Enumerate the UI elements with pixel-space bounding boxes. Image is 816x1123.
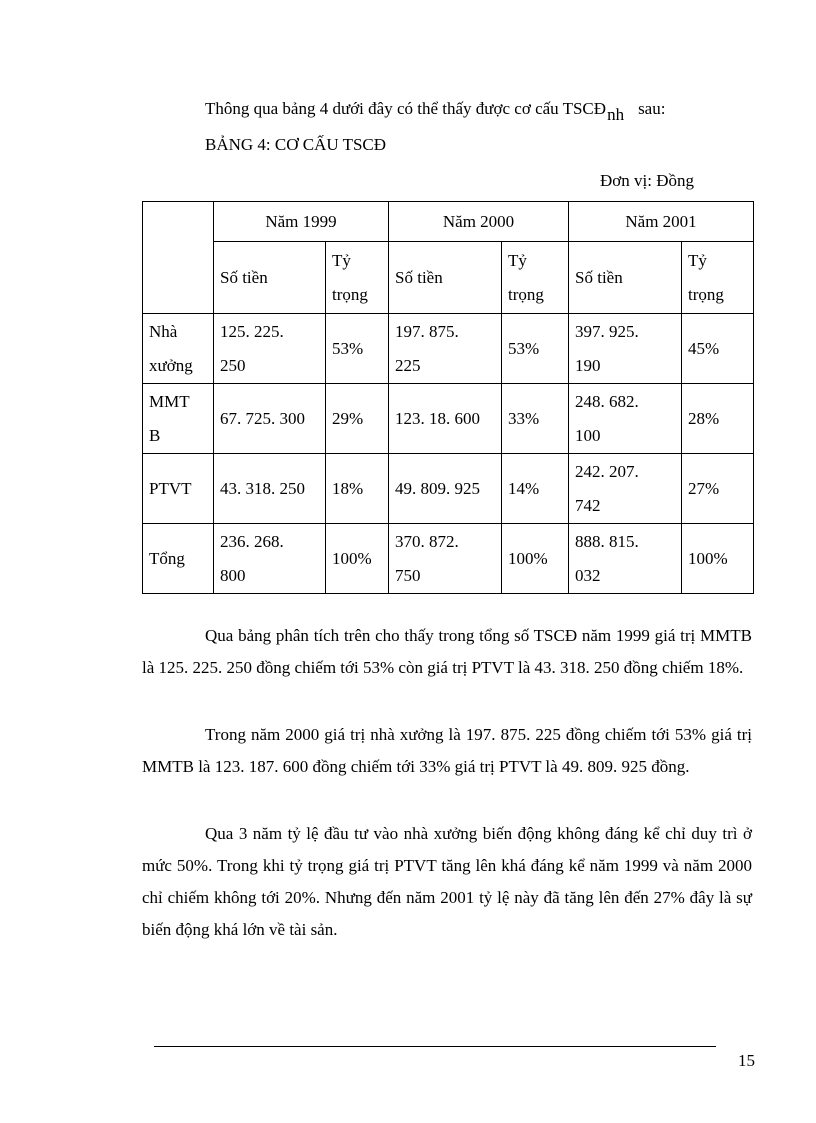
structure-table xyxy=(142,201,754,594)
table-row-total xyxy=(143,524,754,594)
row-label: Nhà xưởng xyxy=(143,314,214,384)
row-label: MMT B xyxy=(143,384,214,454)
table-header-years xyxy=(143,202,754,242)
paragraph: Qua 3 năm tỷ lệ đầu tư vào nhà xưởng biến động không đáng kể chỉ duy trì ở mức 50%. Trong khi tỷ trọng giá trị PTVT tăng lên khá đáng kể năm 1999 và năm 2000 chỉ chiếm không tới 20%. Nhưng đến năm 2001 tỷ lệ này đã tăng lên đến 27% đây là sự biến động khá lớn về tài sản. xyxy=(142,824,752,939)
amount-cell: 197. 875. 225 xyxy=(389,314,502,384)
year-header: Năm 2000 xyxy=(389,202,569,242)
page-number: 15 xyxy=(738,1051,755,1070)
amount-cell: 248. 682. 100 xyxy=(569,384,682,454)
intro-tail: sau: xyxy=(638,99,666,118)
share-cell: 100% xyxy=(502,524,569,594)
amount-cell: 236. 268. 800 xyxy=(214,524,326,594)
share-cell: 53% xyxy=(326,314,389,384)
table-header-sub xyxy=(143,242,754,314)
footer-rule xyxy=(154,1046,716,1047)
paragraph: Trong năm 2000 giá trị nhà xưởng là 197. 875. 225 đồng chiếm tới 53% giá trị MMTB là 123. 187. 600 đồng chiếm tới 33% giá trị PTVT là 49. 809. 925 đồng. xyxy=(142,725,752,776)
share-cell: 28% xyxy=(682,384,754,454)
share-cell: 27% xyxy=(682,454,754,524)
share-cell: 18% xyxy=(326,454,389,524)
amount-cell: 242. 207. 742 xyxy=(569,454,682,524)
amount-cell: 49. 809. 925 xyxy=(389,454,502,524)
share-cell: 29% xyxy=(326,384,389,454)
table-row xyxy=(143,454,754,524)
table-row xyxy=(143,384,754,454)
share-header: Tỷ trọng xyxy=(682,242,754,314)
intro-subscript: nh xyxy=(607,105,625,124)
share-header: Tỷ trọng xyxy=(502,242,569,314)
amount-header: Số tiền xyxy=(214,242,326,314)
amount-cell: 123. 18. 600 xyxy=(389,384,502,454)
corner-cell xyxy=(143,202,214,314)
amount-cell: 43. 318. 250 xyxy=(214,454,326,524)
intro-sentence xyxy=(205,99,665,125)
paragraph: Qua bảng phân tích trên cho thấy trong tổng số TSCĐ năm 1999 giá trị MMTB là 125. 225. 250 đồng chiếm tới 53% còn giá trị PTVT là 43. 318. 250 đồng chiếm 18%. xyxy=(142,626,752,677)
year-header: Năm 2001 xyxy=(569,202,754,242)
unit-label: Đơn vị: Đồng xyxy=(600,171,694,190)
share-cell: 14% xyxy=(502,454,569,524)
amount-cell: 125. 225. 250 xyxy=(214,314,326,384)
amount-cell: 397. 925. 190 xyxy=(569,314,682,384)
share-cell: 53% xyxy=(502,314,569,384)
intro-text: Thông qua bảng 4 dưới đây có thể thấy được cơ cấu TSCĐ xyxy=(205,99,607,118)
amount-header: Số tiền xyxy=(569,242,682,314)
row-label: PTVT xyxy=(143,454,214,524)
share-header: Tỷ trọng xyxy=(326,242,389,314)
amount-cell: 67. 725. 300 xyxy=(214,384,326,454)
amount-cell: 888. 815. 032 xyxy=(569,524,682,594)
row-label: Tổng xyxy=(143,524,214,594)
share-cell: 100% xyxy=(326,524,389,594)
table-row xyxy=(143,314,754,384)
amount-cell: 370. 872. 750 xyxy=(389,524,502,594)
table-title: BẢNG 4: CƠ CẤU TSCĐ xyxy=(205,135,387,154)
share-cell: 100% xyxy=(682,524,754,594)
amount-header: Số tiền xyxy=(389,242,502,314)
share-cell: 45% xyxy=(682,314,754,384)
year-header: Năm 1999 xyxy=(214,202,389,242)
share-cell: 33% xyxy=(502,384,569,454)
